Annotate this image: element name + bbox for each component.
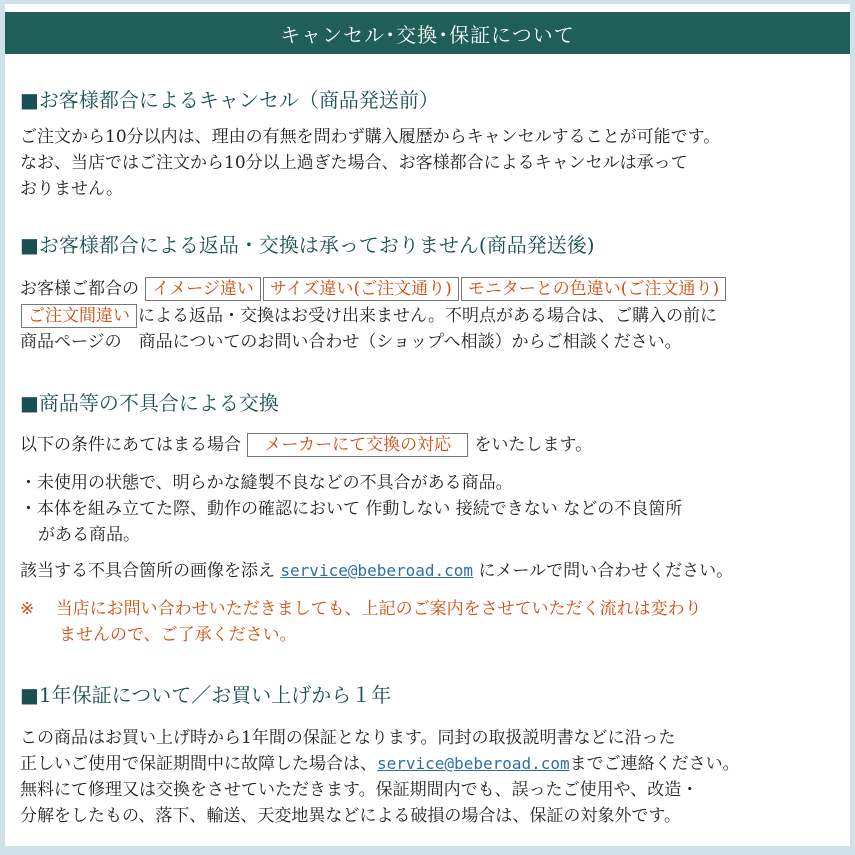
- defect-bullet-2-cont: がある商品。: [38, 525, 140, 545]
- warranty-email-link[interactable]: service@beberoad.com: [377, 754, 570, 773]
- tag-size-mismatch: サイズ違い(ご注文通り): [263, 277, 459, 301]
- return-text-line-3: 商品ページの 商品についてのお問い合わせ（ショップへ相談）からご相談ください。: [20, 332, 682, 352]
- tag-image-mismatch: イメージ違い: [145, 277, 261, 301]
- defect-condition-line: [20, 432, 592, 458]
- return-text-2: による返品・交換はお受け出来ません。不明点がある場合は、ご購入の前に: [138, 306, 718, 326]
- cancel-text-line-2: なお、当店ではご注文から10分以上過ぎた場合、お客様都合によるキャンセルは承って: [20, 153, 688, 173]
- note-text-1: 当店にお問い合わせいただきましても、上記のご案内をさせていただく流れは変わり: [55, 599, 702, 619]
- warranty-suffix: までご連絡ください。: [569, 754, 740, 774]
- page-title-banner: [5, 12, 850, 54]
- return-prefix: お客様ご都合の: [20, 279, 139, 299]
- defect-prefix: 以下の条件にあてはまる場合: [20, 435, 241, 455]
- cancel-text-line-3: おりません。: [20, 179, 124, 199]
- mail-suffix: にメールで問い合わせください。: [478, 561, 734, 581]
- cancel-text-line-1: ご注文から10分以内は、理由の有無を問わず購入履歴からキャンセルすることが可能です。: [20, 127, 721, 147]
- defect-bullet-1: ・未使用の状態で、明らかな縫製不良などの不具合がある商品。: [20, 473, 513, 493]
- warranty-line-1: この商品はお買い上げ時から1年間の保証となります。同封の取扱説明書などに沿った: [20, 728, 676, 748]
- section-warranty-heading: ■1年保証について／お買い上げから１年: [20, 683, 392, 707]
- warranty-line-2: [20, 751, 740, 777]
- defect-note-line-2: ませんので、ご了承ください。: [59, 625, 297, 645]
- warranty-prefix: 正しいご使用で保証期間中に故障した場合は、: [20, 754, 377, 774]
- note-mark: ※: [20, 599, 35, 619]
- defect-mail-line: [20, 558, 733, 584]
- tag-color-mismatch: モニターとの色違い(ご注文通り): [461, 277, 726, 301]
- section-return-heading: ■お客様都合による返品・交換は承っておりません(商品発送後): [20, 233, 595, 257]
- warranty-line-4: 分解をしたもの、落下、輸送、天変地異などによる破損の場合は、保証の対象外です。: [20, 806, 681, 826]
- warranty-line-3: 無料にて修理又は交換をさせていただきます。保証期間内でも、誤ったご使用や、改造・: [20, 780, 699, 800]
- return-text-line-2: [20, 303, 717, 329]
- defect-note-line-1: [20, 596, 702, 622]
- tag-manufacturer-exchange: メーカーにて交換の対応: [247, 433, 468, 457]
- return-text-line-1: [20, 276, 727, 302]
- page-title: キャンセル･交換･保証について: [280, 22, 575, 47]
- defect-suffix: をいたします。: [474, 435, 593, 455]
- section-cancel-heading: ■お客様都合によるキャンセル（商品発送前）: [20, 88, 439, 112]
- defect-bullet-2: ・本体を組み立てた際、動作の確認において 作動しない 接続できない などの不良箇所: [20, 499, 683, 519]
- tag-order-mistake: ご注文間違い: [21, 304, 137, 328]
- section-defect-heading: ■商品等の不具合による交換: [20, 391, 279, 415]
- mail-prefix: 該当する不具合箇所の画像を添え: [20, 561, 275, 581]
- email-link[interactable]: service@beberoad.com: [280, 561, 474, 580]
